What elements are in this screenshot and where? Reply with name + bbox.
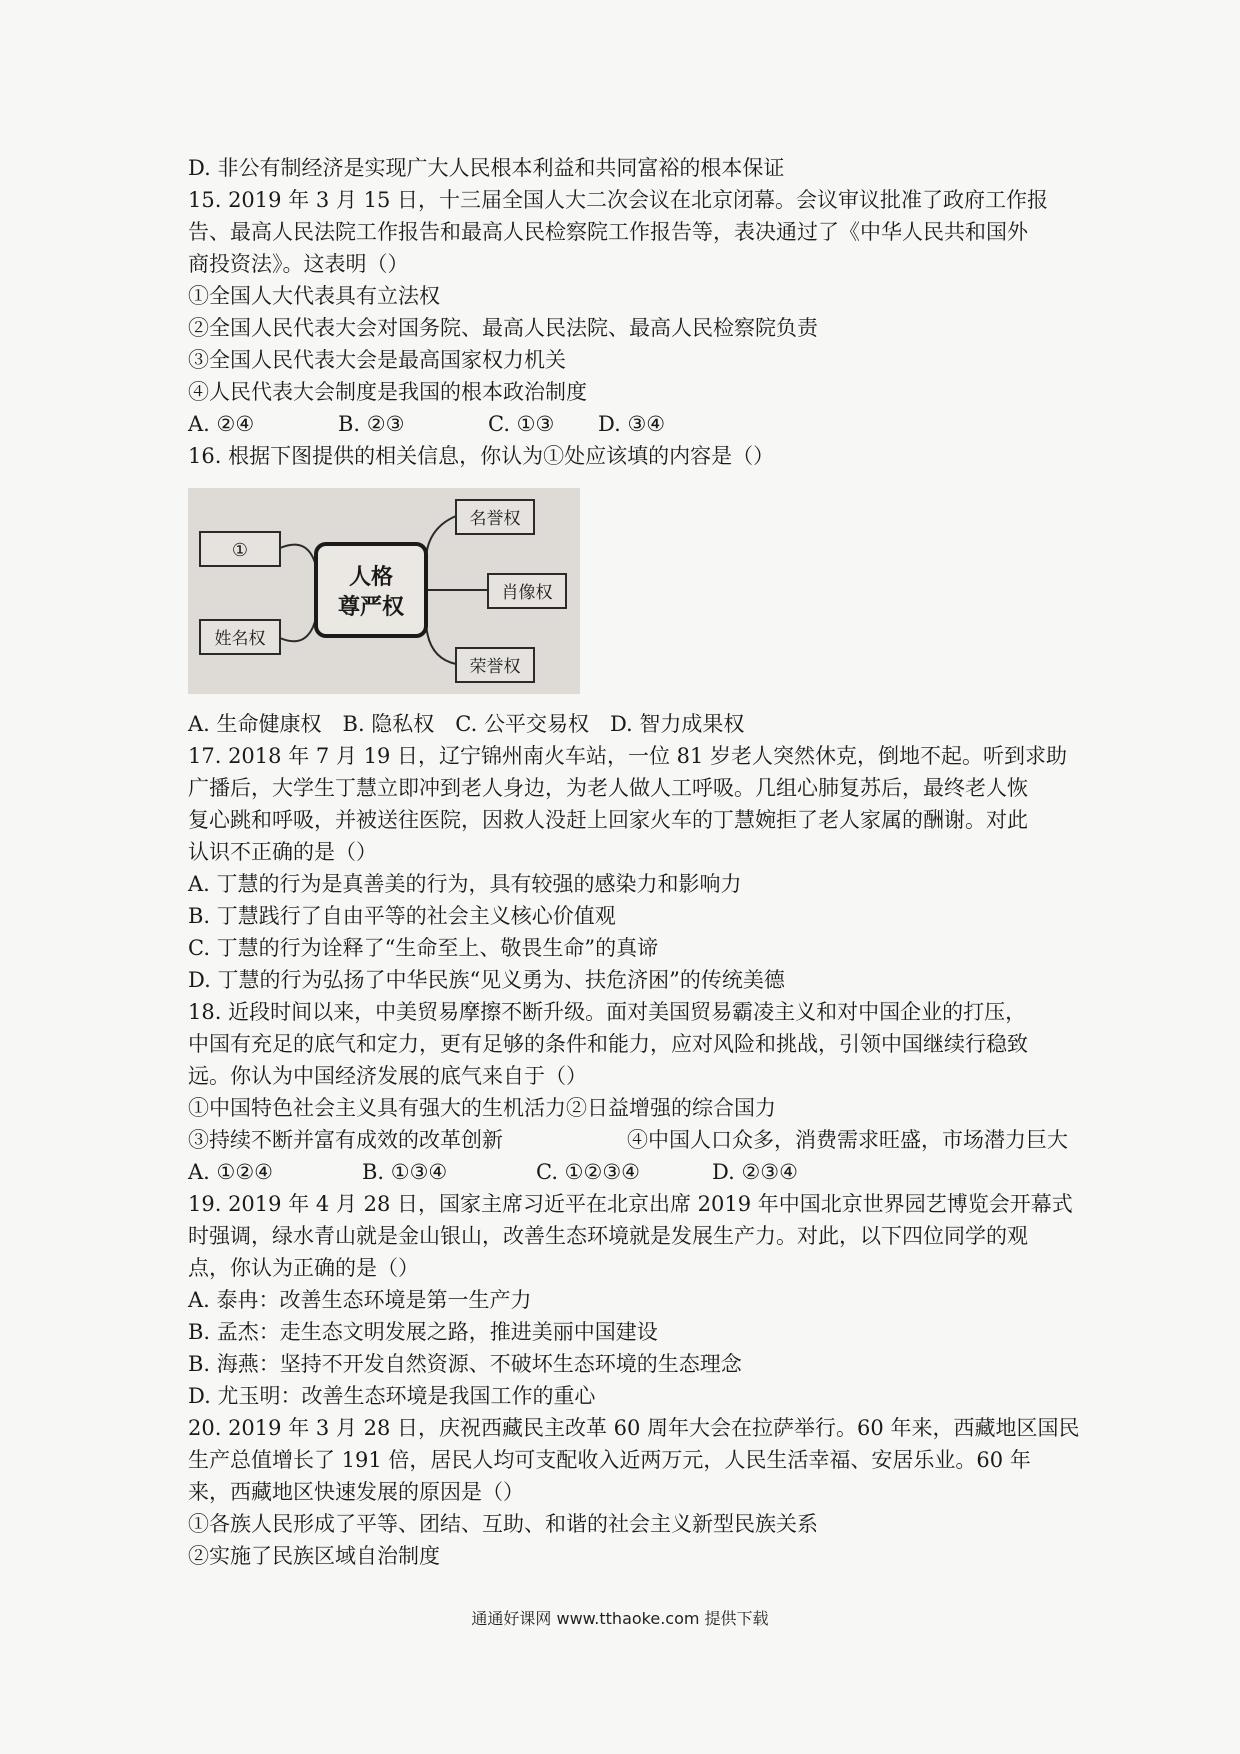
q20-item-1: ①各族人民形成了平等、团结、互助、和谐的社会主义新型民族关系 [188, 1512, 818, 1536]
center-box [316, 544, 426, 636]
q15-stem-line2: 告、最高人民法院工作报告和最高人民检察院工作报告等，表决通过了《中华人民共和国外 [188, 220, 1028, 244]
q15-option-a: A. ②④ [188, 412, 255, 436]
q15-item-2: ②全国人民代表大会对国务院、最高人民法院、最高人民检察院负责 [188, 316, 818, 340]
q15-option-c: C. ①③ [488, 412, 555, 436]
q16-options: A. 生命健康权 B. 隐私权 C. 公平交易权 D. 智力成果权 [188, 712, 745, 736]
q18-items-3-4 [188, 1124, 1068, 1156]
center-label-line1: 人格 [348, 565, 394, 590]
q18-option-b: B. ①③④ [362, 1160, 448, 1184]
q17-stem-line3: 复心跳和呼吸，并被送往医院，因救人没赶上回家火车的丁慧婉拒了老人家属的酬谢。对此 [188, 808, 1028, 832]
q18-stem-line1: 18. 近段时间以来，中美贸易摩擦不断升级。面对美国贸易霸凌主义和对中国企业的打压， [188, 1000, 1027, 1024]
q20-stem-line1: 20. 2019 年 3 月 28 日，庆祝西藏民主改革 60 周年大会在拉萨举行。60 年来，西藏地区国民 [188, 1416, 1080, 1440]
q18-items-1-2: ①中国特色社会主义具有强大的生机活力②日益增强的综合国力 [188, 1096, 776, 1120]
q17-stem-line4: 认识不正确的是（） [188, 840, 377, 864]
q15-option-b: B. ②③ [338, 412, 405, 436]
q18-stem-line2: 中国有充足的底气和定力，更有足够的条件和能力，应对风险和挑战，引领中国继续行稳致 [188, 1032, 1028, 1056]
q15-option-d: D. ③④ [598, 412, 666, 436]
q18-item-3: ③持续不断并富有成效的改革创新 [188, 1128, 503, 1152]
q18-options [188, 1156, 1068, 1188]
q15-item-3: ③全国人民代表大会是最高国家权力机关 [188, 348, 566, 372]
q15-stem-line1: 15. 2019 年 3 月 15 日，十三届全国人大二次会议在北京闭幕。会议审议批准了政府工作报 [188, 188, 1048, 212]
q20-stem-line3: 来，西藏地区快速发展的原因是（） [188, 1480, 524, 1504]
q19-option-a: A. 泰冉：改善生态环境是第一生产力 [188, 1288, 532, 1312]
node-name-label: 姓名权 [214, 629, 266, 649]
node-portrait-label: 肖像权 [501, 583, 553, 603]
q18-option-c: C. ①②③④ [536, 1160, 640, 1184]
q20-stem-line2: 生产总值增长了 191 倍，居民人均可支配收入近两万元，人民生活幸福、安居乐业。60 年 [188, 1448, 1031, 1472]
q15-options [188, 408, 1068, 440]
q18-option-a: A. ①②④ [188, 1160, 273, 1184]
q17-option-c: C. 丁慧的行为诠释了“生命至上、敬畏生命”的真谛 [188, 936, 659, 960]
personal-dignity-diagram [188, 488, 580, 694]
q17-stem-line1: 17. 2018 年 7 月 19 日，辽宁锦州南火车站，一位 81 岁老人突然休克，倒地不起。听到求助 [188, 744, 1068, 768]
q19-stem-line2: 时强调，绿水青山就是金山银山，改善生态环境就是发展生产力。对此，以下四位同学的观 [188, 1224, 1028, 1248]
q19-stem-line3: 点，你认为正确的是（） [188, 1256, 419, 1280]
q15-item-1: ①全国人大代表具有立法权 [188, 284, 440, 308]
q17-option-a: A. 丁慧的行为是真善美的行为，具有较强的感染力和影响力 [188, 872, 742, 896]
q15-item-4: ④人民代表大会制度是我国的根本政治制度 [188, 380, 587, 404]
q17-option-d: D. 丁慧的行为弘扬了中华民族“见义勇为、扶危济困”的传统美德 [188, 968, 785, 992]
q20-item-2: ②实施了民族区域自治制度 [188, 1544, 440, 1568]
q14-option-d: D. 非公有制经济是实现广大人民根本利益和共同富裕的根本保证 [188, 156, 785, 180]
center-label-line2: 尊严权 [337, 595, 405, 620]
node-reputation-label: 名誉权 [469, 509, 521, 529]
q15-stem-line3: 商投资法》。这表明（） [188, 252, 409, 276]
q18-option-d: D. ②③④ [712, 1160, 798, 1184]
page-footer: 通通好课网 www.tthaoke.com 提供下载 [471, 1609, 769, 1628]
q19-option-b2: B. 海燕：坚持不开发自然资源、不破坏生态环境的生态理念 [188, 1352, 742, 1376]
q17-stem-line2: 广播后，大学生丁慧立即冲到老人身边，为老人做人工呼吸。几组心肺复苏后，最终老人恢 [188, 776, 1028, 800]
q19-option-b: B. 孟杰：走生态文明发展之路，推进美丽中国建设 [188, 1320, 658, 1344]
node-honor-label: 荣誉权 [469, 657, 521, 677]
q18-item-4: ④中国人口众多，消费需求旺盛，市场潜力巨大 [627, 1128, 1068, 1152]
q18-stem-line3: 远。你认为中国经济发展的底气来自于（） [188, 1064, 587, 1088]
q16-stem: 16. 根据下图提供的相关信息，你认为①处应该填的内容是（） [188, 444, 775, 468]
q17-option-b: B. 丁慧践行了自由平等的社会主义核心价值观 [188, 904, 616, 928]
q19-option-d: D. 尤玉明：改善生态环境是我国工作的重心 [188, 1384, 596, 1408]
q19-stem-line1: 19. 2019 年 4 月 28 日，国家主席习近平在北京出席 2019 年中国北京世界园艺博览会开幕式 [188, 1192, 1073, 1216]
node-blank-label: ① [231, 540, 249, 561]
